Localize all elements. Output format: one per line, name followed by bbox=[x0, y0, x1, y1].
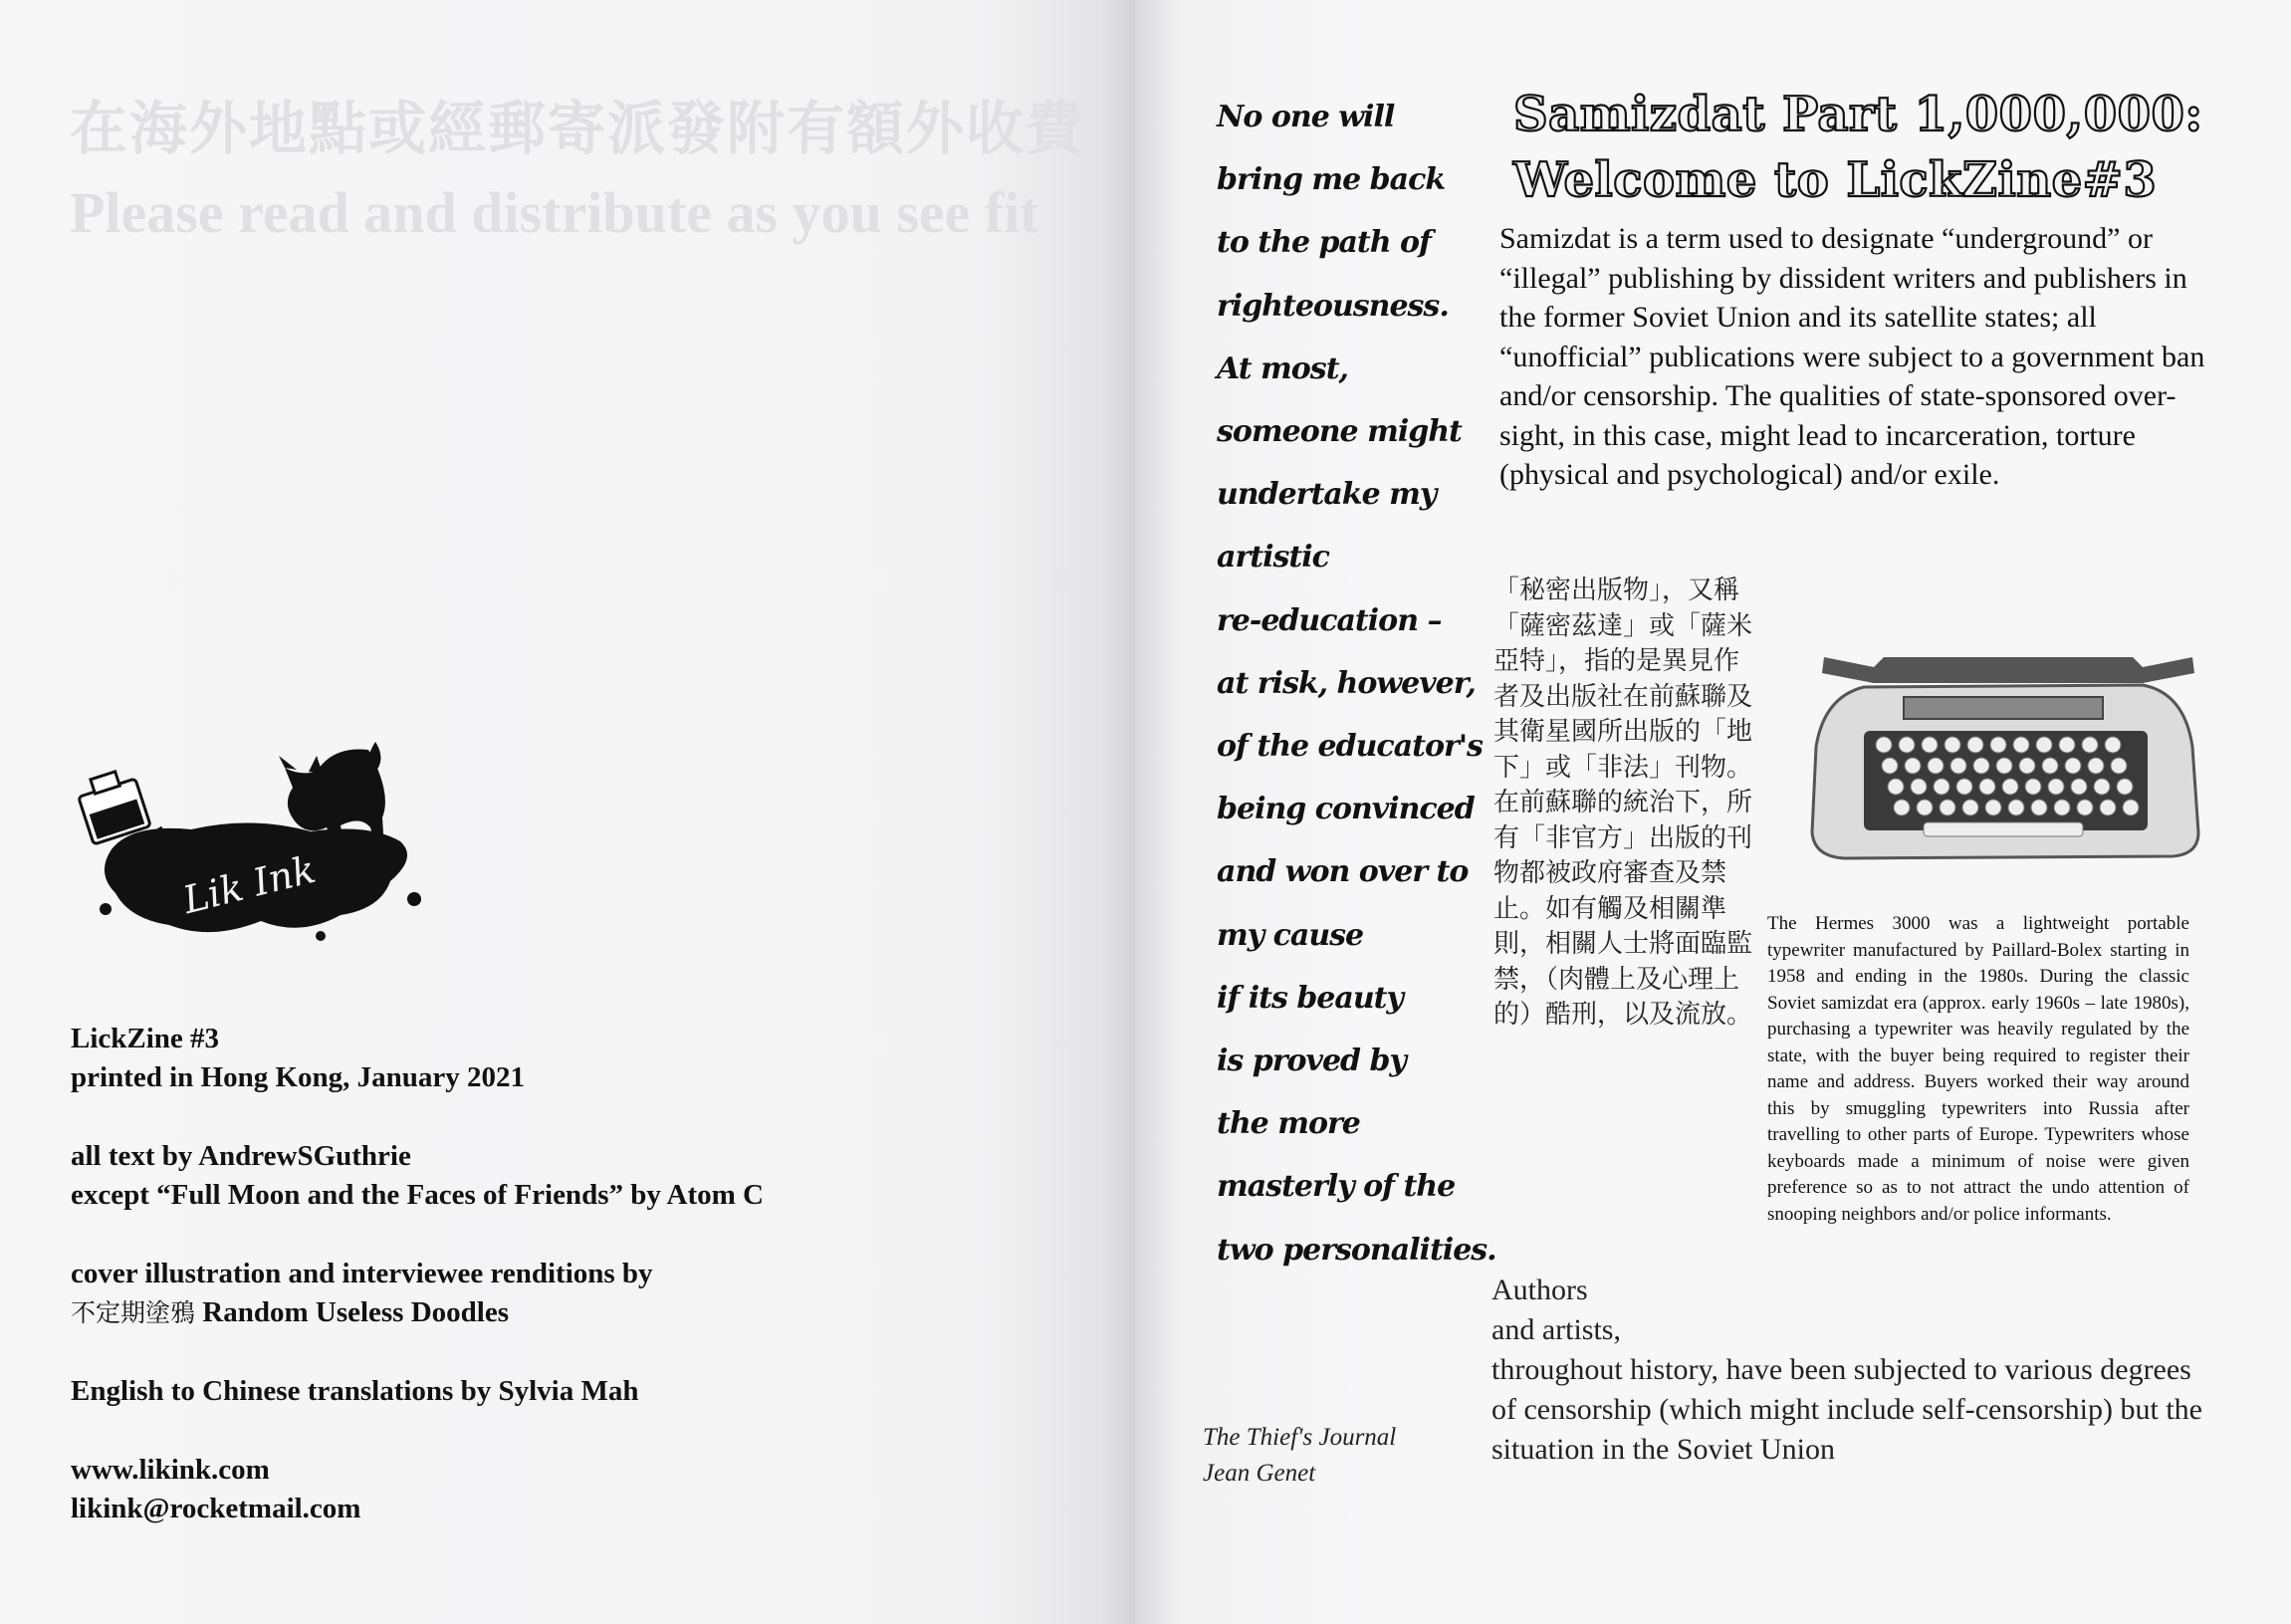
genet-quote bbox=[1217, 86, 1496, 1281]
typewriter-key bbox=[1905, 758, 1921, 774]
article-title bbox=[1513, 82, 2210, 213]
typewriter-key bbox=[2088, 758, 2104, 774]
logo-text: Lik Ink bbox=[178, 846, 321, 923]
quote-line: being convinced bbox=[1217, 792, 1475, 827]
quote-line: righteousness. bbox=[1217, 288, 1449, 324]
typewriter-key bbox=[1911, 779, 1927, 795]
outro-paragraph bbox=[1491, 1271, 2208, 1470]
typewriter-key bbox=[2100, 800, 2116, 815]
typewriter-key bbox=[1950, 758, 1966, 774]
outro-line-2: and artists, bbox=[1491, 1313, 1621, 1346]
ghost-chinese-heading: 在海外地點或經郵寄派發附有額外收費 bbox=[70, 95, 1086, 162]
email: likink@rocketmail.com bbox=[71, 1493, 361, 1524]
typewriter-key bbox=[2048, 779, 2064, 795]
typewriter-key bbox=[2008, 800, 2024, 815]
typewriter-key bbox=[2105, 737, 2121, 753]
typewriter-key bbox=[1876, 737, 1892, 753]
typewriter-key bbox=[1979, 779, 1995, 795]
typewriter-key bbox=[2013, 737, 2029, 753]
typewriter-key bbox=[2117, 779, 2133, 795]
outro-rest: throughout history, have been subjected to various degrees of censorship (which might include self-censorship) but the situation in the Soviet Union bbox=[1491, 1353, 2202, 1466]
typewriter-key bbox=[2042, 758, 2058, 774]
illustrator-line bbox=[71, 1293, 1066, 1332]
typewriter-key bbox=[1996, 758, 2012, 774]
typewriter-key bbox=[1934, 779, 1949, 795]
text-credit: all text by AndrewSGuthrie bbox=[71, 1140, 411, 1172]
typewriter-key bbox=[2025, 779, 2041, 795]
quote-line: of the educator's bbox=[1217, 729, 1483, 765]
typewriter-key bbox=[2082, 737, 2098, 753]
quote-source-author: Jean Genet bbox=[1203, 1460, 1316, 1487]
typewriter-key bbox=[1990, 737, 2006, 753]
zine-name: LickZine #3 bbox=[71, 1023, 220, 1054]
title-line-1: Samizdat Part 1,000,000: bbox=[1513, 87, 2203, 142]
typewriter-key bbox=[1917, 800, 1933, 815]
title-line-2: Welcome to LickZine#3 bbox=[1513, 152, 2158, 208]
chinese-paragraph: 「秘密出版物」，又稱「薩密茲達」或「薩米亞特」，指的是異見作者及出版社在前蘇聯及其衛星國所出版的「地下」或「非法」刊物。在前蘇聯的統治下，所有「非官方」出版的刊物都被政府審查及禁止。如有觸及相關準則，相關人士將面臨監禁，（肉體上及心理上的）酷刑，以及流放。 bbox=[1493, 576, 1753, 1030]
typewriter-key bbox=[2019, 758, 2035, 774]
translation-credit: English to Chinese translations by Sylvia Mah bbox=[71, 1375, 639, 1407]
illustration-credit: cover illustration and interviewee renditions by bbox=[71, 1258, 653, 1289]
typewriter-key bbox=[1922, 737, 1938, 753]
typewriter-key bbox=[2123, 800, 2139, 815]
quote-line: someone might bbox=[1217, 414, 1462, 450]
quote-source bbox=[1203, 1420, 1396, 1492]
text-exception: except “Full Moon and the Faces of Friends” by Atom C bbox=[71, 1179, 764, 1211]
typewriter-key bbox=[1967, 737, 1983, 753]
ghost-english-heading: Please read and distribute as you see fit bbox=[70, 180, 1039, 245]
website: www.likink.com bbox=[71, 1454, 270, 1486]
quote-line: if its beauty bbox=[1217, 980, 1403, 1016]
typewriter-key bbox=[1956, 779, 1972, 795]
typewriter-key bbox=[2031, 800, 2047, 815]
quote-line: bring me back bbox=[1217, 162, 1446, 198]
quote-line: At most, bbox=[1217, 350, 1348, 386]
quote-line: is proved by bbox=[1217, 1044, 1406, 1079]
colophon bbox=[71, 1020, 1066, 1528]
quote-source-title: The Thief's Journal bbox=[1203, 1424, 1397, 1451]
typewriter-key bbox=[1928, 758, 1944, 774]
quote-line: No one will bbox=[1217, 100, 1395, 134]
quote-line: masterly of the bbox=[1217, 1169, 1456, 1205]
typewriter-key bbox=[2111, 758, 2127, 774]
typewriter-key bbox=[2071, 779, 2087, 795]
quote-line: to the path of bbox=[1217, 225, 1431, 261]
quote-line: at risk, however, bbox=[1217, 665, 1476, 701]
typewriter-key bbox=[2077, 800, 2093, 815]
typewriter-key bbox=[1985, 800, 2001, 815]
illustrator-chinese: 不定期塗鴉 bbox=[71, 1298, 196, 1327]
intro-paragraph: Samizdat is a term used to designate “underground” or “illegal” publishing by dissident writers and publishers in the former Soviet Union and its satellite states; all “unofficial” publications were subject to a government ban and/or censorship. The qualities of state-sponsored over-sight, in this case, might lead to incarceration, torture (physical and psychological) and/or exile. bbox=[1499, 222, 2205, 491]
quote-line: the more bbox=[1217, 1106, 1360, 1142]
typewriter-key bbox=[1899, 737, 1915, 753]
typewriter-image bbox=[1804, 627, 2202, 866]
illustrator-english: Random Useless Doodles bbox=[202, 1296, 510, 1328]
typewriter-key bbox=[1882, 758, 1898, 774]
typewriter-key bbox=[2054, 800, 2070, 815]
typewriter-key bbox=[1894, 800, 1910, 815]
typewriter-caption: The Hermes 3000 was a lightweight portable typewriter manufactured by Paillard-Bolex starting in 1958 and ending in the 1980s. During the classic Soviet samizdat era (approx. early 1960s – late 1980s), purchasing a typewriter was heavily regulated by the state, with the buyer being required to register their name and address. Buyers worked their way around this by smuggling typewriters into Russia after travelling to other parts of Europe. Typewriters whose keyboards made a minimum of noise were given preference so as to not attract the undo attention of snooping neighbors and/or police informants. bbox=[1767, 913, 2189, 1225]
quote-line: two personalities. bbox=[1217, 1232, 1496, 1268]
typewriter-key bbox=[2002, 779, 2018, 795]
lik-ink-logo bbox=[72, 732, 550, 971]
typewriter-key bbox=[2059, 737, 2075, 753]
quote-line: artistic bbox=[1217, 540, 1329, 576]
typewriter-key bbox=[2065, 758, 2081, 774]
quote-line: undertake my bbox=[1217, 477, 1437, 513]
typewriter-key bbox=[1973, 758, 1989, 774]
typewriter-key bbox=[1888, 779, 1904, 795]
printed-info: printed in Hong Kong, January 2021 bbox=[71, 1061, 526, 1093]
quote-line: my cause bbox=[1217, 917, 1364, 953]
typewriter-key bbox=[2036, 737, 2052, 753]
typewriter-key bbox=[1962, 800, 1978, 815]
quote-line: re-education – bbox=[1217, 602, 1442, 638]
typewriter-key bbox=[2094, 779, 2110, 795]
outro-line-1: Authors bbox=[1491, 1274, 1588, 1306]
typewriter-key bbox=[1940, 800, 1955, 815]
quote-line: and won over to bbox=[1217, 854, 1469, 890]
typewriter-key bbox=[1945, 737, 1960, 753]
